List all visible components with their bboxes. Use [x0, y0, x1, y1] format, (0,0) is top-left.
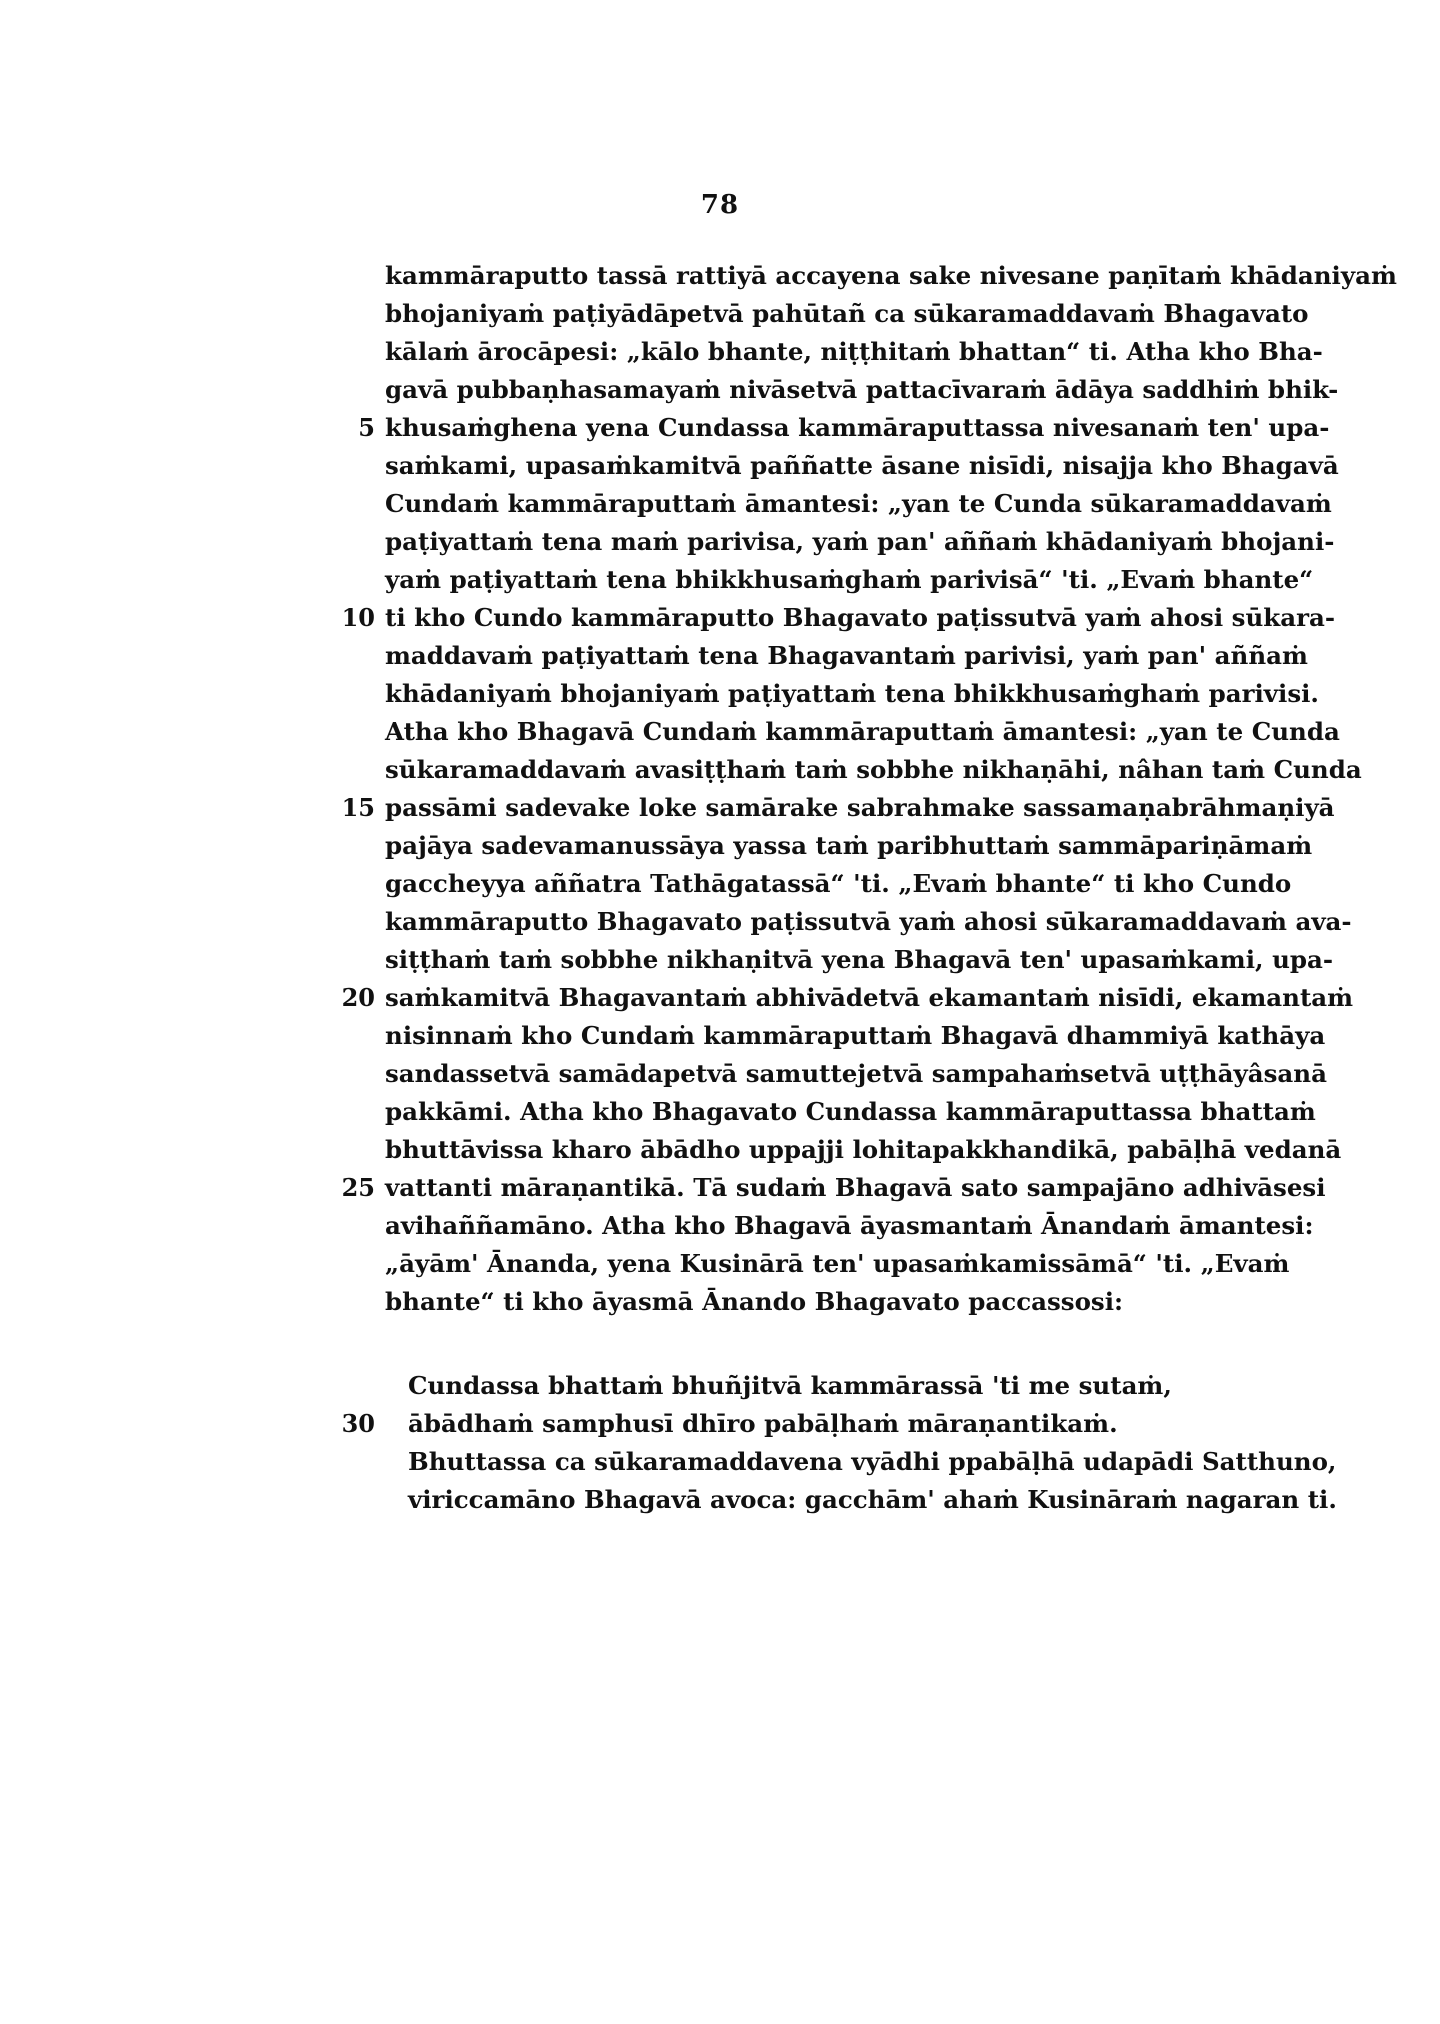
- verse-line: Bhuttassa ca sūkaramaddavena vyādhi ppabāḷhā udapādi Satthuno,: [408, 1447, 1337, 1476]
- prose-line: maddavaṁ paṭiyattaṁ tena Bhagavantaṁ parivisi, yaṁ pan' aññaṁ: [385, 641, 1308, 670]
- page-number: 78: [700, 190, 740, 220]
- line-number: 20: [341, 983, 375, 1012]
- verse-line: Cundassa bhattaṁ bhuñjitvā kammārassā 'ti me sutaṁ,: [408, 1371, 1172, 1400]
- prose-line: khādaniyaṁ bhojaniyaṁ paṭiyattaṁ tena bhikkhusaṁghaṁ parivisi.: [385, 679, 1319, 708]
- prose-line: pakkāmi. Atha kho Bhagavato Cundassa kammāraputtassa bhattaṁ: [385, 1097, 1316, 1126]
- prose-line: saṁkamitvā Bhagavantaṁ abhivādetvā ekamantaṁ nisīdi, ekamantaṁ: [385, 983, 1354, 1012]
- line-number: 5: [358, 413, 375, 442]
- prose-line: bhuttāvissa kharo ābādho uppajji lohitapakkhandikā, pabāḷhā vedanā: [385, 1135, 1342, 1164]
- prose-line: sūkaramaddavaṁ avasiṭṭhaṁ taṁ sobbhe nikhaṇāhi, nâhan taṁ Cunda: [385, 755, 1362, 784]
- prose-line: Cundaṁ kammāraputtaṁ āmantesi: „yan te Cunda sūkaramaddavaṁ: [385, 489, 1332, 518]
- prose-line: ti kho Cundo kammāraputto Bhagavato paṭissutvā yaṁ ahosi sūkara-: [385, 603, 1336, 632]
- prose-line: sandassetvā samādapetvā samuttejetvā sampahaṁsetvā uṭṭhāyâsanā: [385, 1059, 1327, 1088]
- line-number: 25: [341, 1173, 375, 1202]
- prose-line: kālaṁ ārocāpesi: „kālo bhante, niṭṭhitaṁ bhattan“ ti. Atha kho Bha-: [385, 337, 1323, 366]
- prose-line: saṁkami, upasaṁkamitvā paññatte āsane nisīdi, nisajja kho Bhagavā: [385, 451, 1339, 480]
- prose-line: yaṁ paṭiyattaṁ tena bhikkhusaṁghaṁ parivisā“ 'ti. „Evaṁ bhante“: [385, 565, 1314, 594]
- prose-line: paṭiyattaṁ tena maṁ parivisa, yaṁ pan' aññaṁ khādaniyaṁ bhojani-: [385, 527, 1335, 556]
- line-number: 15: [341, 793, 375, 822]
- prose-line: gavā pubbaṇhasamayaṁ nivāsetvā pattacīvaraṁ ādāya saddhiṁ bhik-: [385, 375, 1339, 404]
- prose-line: vattanti māraṇantikā. Tā sudaṁ Bhagavā sato sampajāno adhivāsesi: [385, 1173, 1326, 1202]
- prose-line: avihaññamāno. Atha kho Bhagavā āyasmantaṁ Ānandaṁ āmantesi:: [385, 1211, 1314, 1240]
- prose-line: kammāraputto tassā rattiyā accayena sake nivesane paṇītaṁ khādaniyaṁ: [385, 261, 1397, 290]
- prose-line: pajāya sadevamanussāya yassa taṁ paribhuttaṁ sammāpariṇāmaṁ: [385, 831, 1313, 860]
- prose-line: gaccheyya aññatra Tathāgatassā“ 'ti. „Evaṁ bhante“ ti kho Cundo: [385, 869, 1292, 898]
- line-number: 10: [341, 603, 375, 632]
- verse-line: viriccamāno Bhagavā avoca: gacchām' ahaṁ Kusināraṁ nagaran ti.: [408, 1485, 1337, 1514]
- prose-line: siṭṭhaṁ taṁ sobbhe nikhaṇitvā yena Bhagavā ten' upasaṁkami, upa-: [385, 945, 1334, 974]
- prose-line: passāmi sadevake loke samārake sabrahmake sassamaṇabrāhmaṇiyā: [385, 793, 1335, 822]
- prose-line: Atha kho Bhagavā Cundaṁ kammāraputtaṁ āmantesi: „yan te Cunda: [385, 717, 1340, 746]
- prose-line: nisinnaṁ kho Cundaṁ kammāraputtaṁ Bhagavā dhammiyā kathāya: [385, 1021, 1326, 1050]
- prose-line: bhante“ ti kho āyasmā Ānando Bhagavato paccassosi:: [385, 1287, 1124, 1316]
- prose-line: bhojaniyaṁ paṭiyādāpetvā pahūtañ ca sūkaramaddavaṁ Bhagavato: [385, 299, 1309, 328]
- verse-line: ābādhaṁ samphusī dhīro pabāḷhaṁ māraṇantikaṁ.: [408, 1409, 1118, 1438]
- prose-line: khusaṁghena yena Cundassa kammāraputtassa nivesanaṁ ten' upa-: [385, 413, 1330, 442]
- line-number: 30: [341, 1409, 375, 1438]
- prose-line: kammāraputto Bhagavato paṭissutvā yaṁ ahosi sūkaramaddavaṁ ava-: [385, 907, 1352, 936]
- prose-line: „āyām' Ānanda, yena Kusinārā ten' upasaṁkamissāmā“ 'ti. „Evaṁ: [385, 1249, 1290, 1278]
